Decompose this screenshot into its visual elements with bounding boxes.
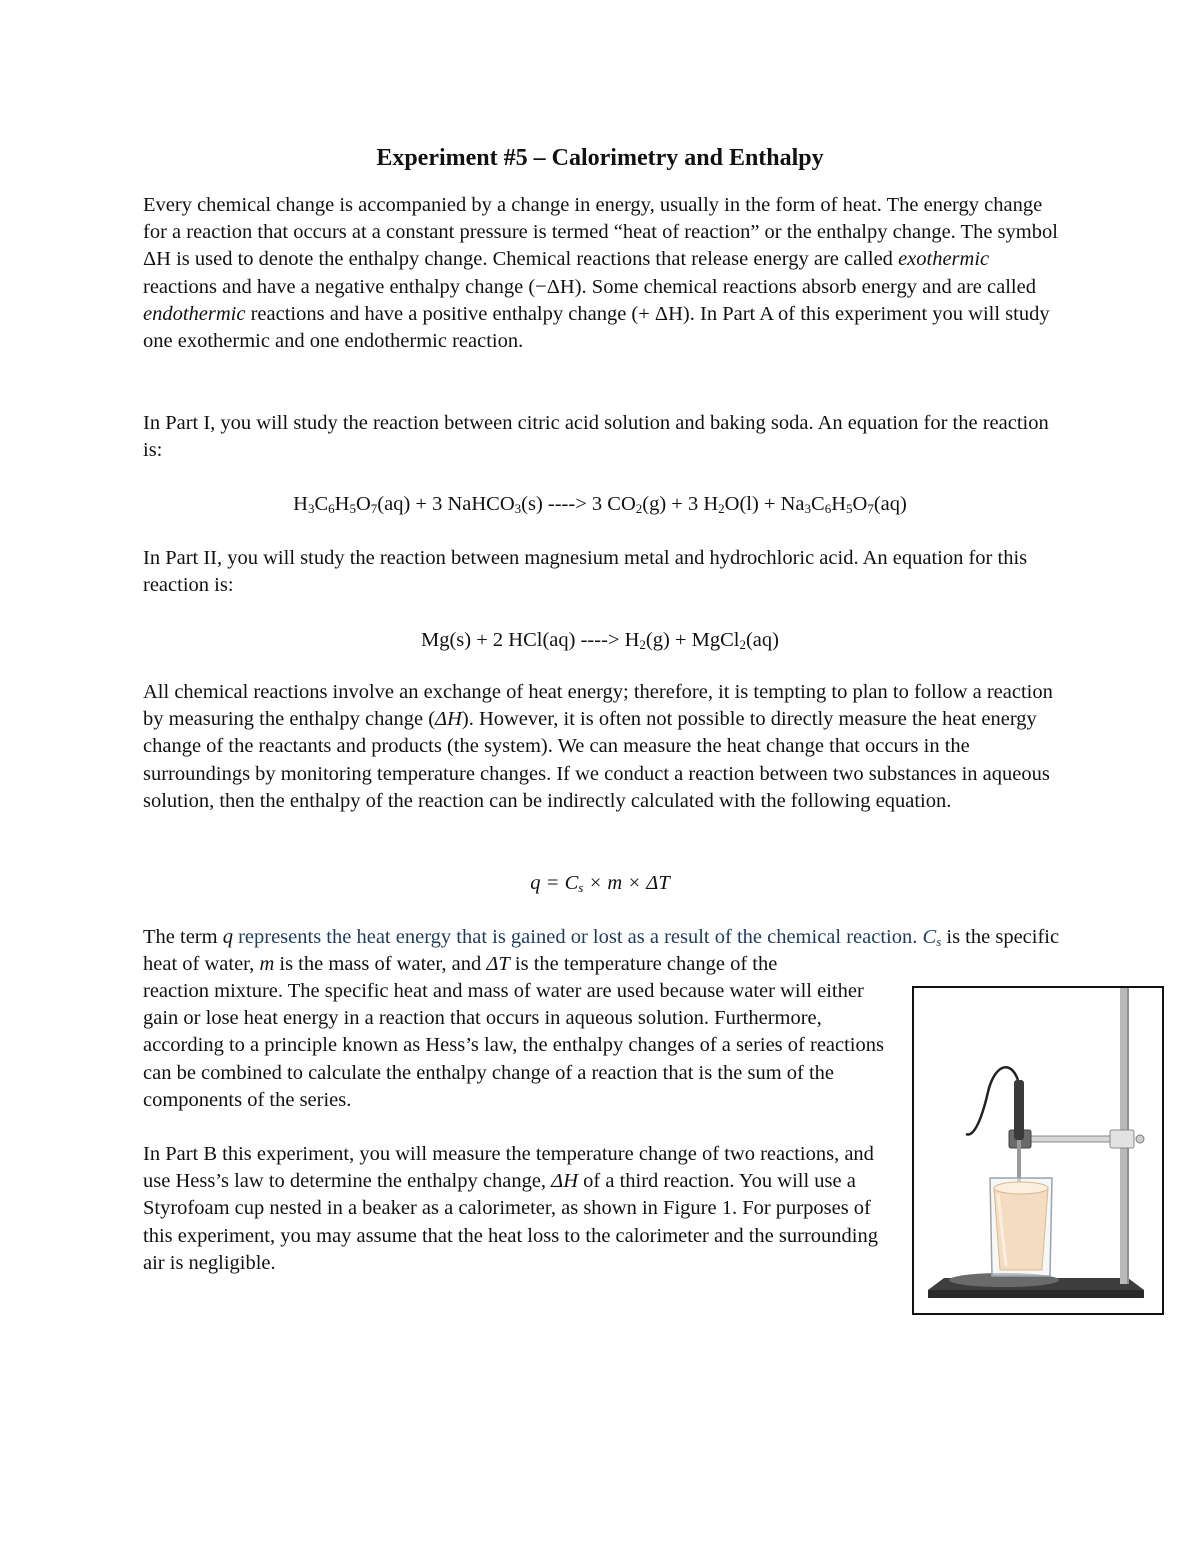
intro-paragraph bbox=[143, 192, 1063, 355]
part2-paragraph: In Part II, you will study the reaction between magnesium metal and hydrochloric acid. An equation for this reaction is: bbox=[143, 547, 1028, 597]
hess-law-paragraph: reaction mixture. The specific heat and mass of water are used because water will either gain or lose heat energy in a reaction that occurs in aqueous solution. Furthermore, according to a principle known as Hess’s law, the enthalpy changes of a series of reactions can be combined to calculate the enthalpy change of a reaction that is the sum of the components of the series. bbox=[143, 980, 884, 1111]
cup-rim bbox=[994, 1182, 1048, 1194]
page-title: Experiment #5 – Calorimetry and Enthalpy bbox=[376, 145, 824, 171]
magnesium-equation: Mg(s) + 2 HCl(aq) ----> $H_2(g)$ + MgCl$_2$(aq) bbox=[421, 629, 779, 652]
probe-cable bbox=[966, 1067, 1018, 1134]
clamp-holder bbox=[1110, 1130, 1134, 1148]
part-b-paragraph: In Part B this experiment, you will measure the temperature change of two reactions, and use Hess’s law to determine the enthalpy change, ΔH of a third reaction. You will use a Styrofoam cup nested in a beaker as a calorimeter, as shown in Figure 1. For purposes of this experiment, you may assume that the heat loss to the calorimeter and the surrounding air is negligible. bbox=[143, 1143, 878, 1274]
term-definitions-paragraph: The term q represents the heat energy that is gained or lost as a result of the chemical reaction. $C_s$ is the specific heat of water, m is the mass of water, and ΔT is the temperature change of the bbox=[143, 926, 1060, 976]
part1-paragraph: In Part I, you will study the reaction between citric acid solution and baking soda. An equation for the reaction is: bbox=[143, 412, 1049, 462]
enthalpy-measurement-paragraph: All chemical reactions involve an exchange of heat energy; therefore, it is tempting to plan to follow a reaction by measuring the enthalpy change (ΔH). However, it is often not possible to directly measure the heat energy change of the reactants and products (the system). We can measure the heat change that occurs in the surroundings by monitoring temperature changes. If we conduct a reaction between two substances in aqueous solution, then the enthalpy of the reaction can be indirectly calculated with the following equation. bbox=[143, 681, 1053, 812]
endothermic-term: endothermic bbox=[143, 302, 246, 325]
heat-equation: $q = C_s \times m \times \Delta T$ bbox=[530, 872, 670, 895]
calorimeter-illustration bbox=[914, 988, 1162, 1313]
intro-text-2: reactions and have a negative enthalpy change (−ΔH). Some chemical reactions absorb energy and are called bbox=[143, 275, 1036, 298]
stand-base-edge bbox=[928, 1290, 1144, 1298]
calorimeter-figure bbox=[912, 986, 1164, 1315]
intro-text-1: Every chemical change is accompanied by a change in energy, usually in the form of heat. The energy change for a reaction that occurs at a constant pressure is termed “heat of reaction” or the enthalpy change. The symbol ΔH is used to denote the enthalpy change. Chemical reactions that release energy are called bbox=[143, 194, 1058, 271]
intro-text-3: reactions and have a positive enthalpy change (+ ΔH). In Part A of this experiment you will study one exothermic and one endothermic reaction. bbox=[143, 302, 1050, 353]
exothermic-term: exothermic bbox=[898, 248, 990, 271]
citric-acid-equation: $H_3C_6H_5O_7(aq) + 3$ NaHCO$_3$(s) ----> 3 $CO_2(g) + 3$ $H_2O(l) + Na_3C_6H_5O_7(aq)$ bbox=[293, 493, 907, 516]
probe-handle bbox=[1014, 1080, 1024, 1140]
